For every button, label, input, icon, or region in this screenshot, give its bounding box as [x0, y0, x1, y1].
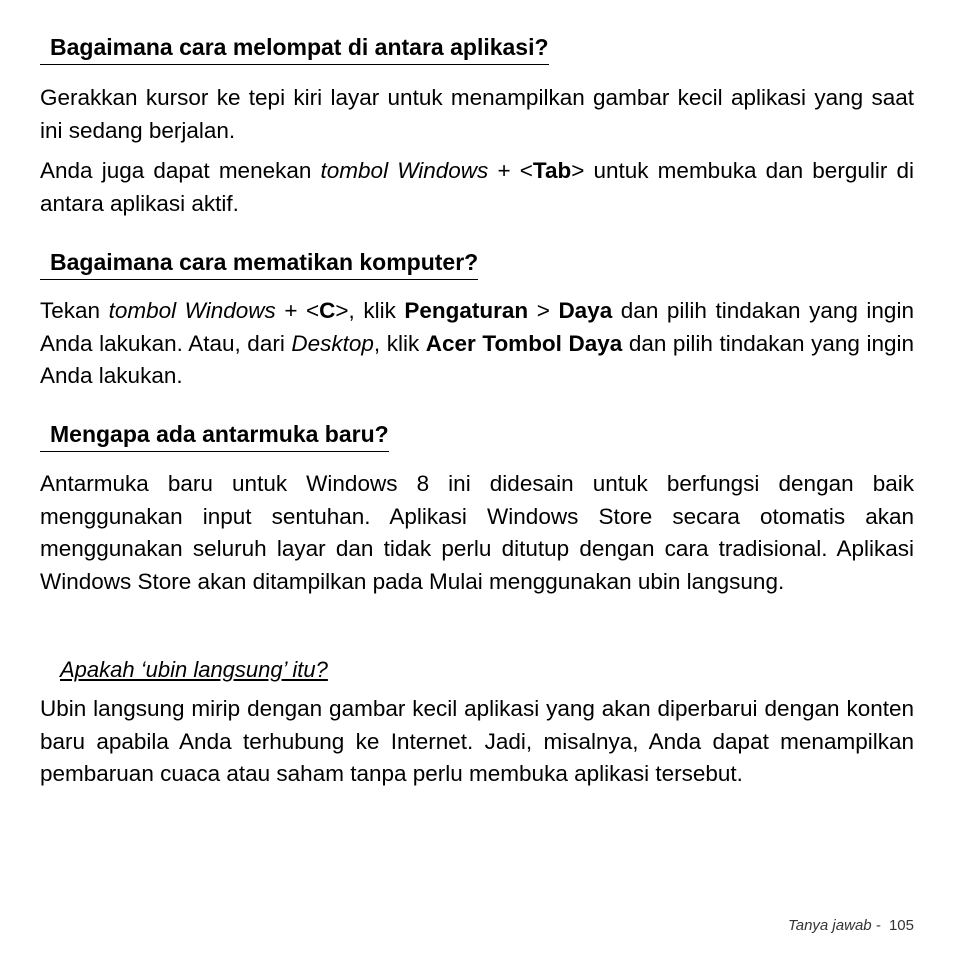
text-run: > — [528, 298, 559, 323]
text-italic: tombol Windows — [108, 298, 276, 323]
text-run: > untuk membuka dan bergulir di antara aplikasi aktif. — [40, 158, 914, 216]
text-run: Anda juga dapat menekan — [40, 158, 321, 183]
heading-new-interface: Mengapa ada antarmuka baru? — [40, 421, 389, 452]
subheading-live-tiles: Apakah ‘ubin langsung’ itu? — [60, 657, 328, 682]
text-run: Tekan — [40, 298, 109, 323]
paragraph-live-tiles: Ubin langsung mirip dengan gambar kecil aplikasi yang akan diperbarui dengan konten baru apabila Anda terhubung ke Internet. Jadi, misalnya, Anda dapat menampilkan pembaruan cuaca atau saham tanpa perlu membuka aplikasi tersebut. — [40, 696, 914, 786]
paragraph-switch-apps-1: Gerakkan kursor ke tepi kiri layar untuk menampilkan gambar kecil aplikasi yang saat ini sedang berjalan. — [40, 85, 914, 143]
heading-switch-apps: Bagaimana cara melompat di antara aplikasi? — [40, 34, 549, 65]
text-bold: Tab — [532, 158, 572, 183]
text-run: dan pilih tindakan yang ingin Anda lakukan. — [40, 330, 914, 388]
section-shutdown — [40, 249, 478, 280]
text-run: , klik — [373, 330, 426, 356]
text-run: + < — [275, 298, 320, 323]
text-bold: C — [319, 298, 336, 323]
text-italic: tombol Windows — [320, 158, 489, 183]
paragraph-new-interface: Antarmuka baru untuk Windows 8 ini didesain untuk berfungsi dengan baik menggunakan input sentuhan. Aplikasi Windows Store secara otomatis akan menggunakan seluruh layar dan tidak perlu ditutup dengan cara tradisional. Aplikasi Windows Store akan ditampilkan pada Mulai menggunakan ubin langsung. — [40, 471, 914, 594]
paragraph-switch-apps-2 — [40, 155, 914, 220]
text-bold: Pengaturan — [404, 298, 529, 323]
text-bold: Acer Tombol Daya — [425, 330, 623, 356]
text-run: dan pilih tindakan yang ingin Anda lakukan. Atau, dari — [40, 298, 914, 356]
page-footer — [788, 917, 914, 934]
text-run: + < — [488, 158, 533, 183]
page-number: 105 — [888, 917, 914, 934]
text-italic: Desktop — [291, 330, 374, 356]
text-run: >, klik — [335, 298, 405, 323]
text-bold: Daya — [558, 298, 613, 323]
footer-label: Tanya jawab - — [787, 917, 885, 934]
heading-shutdown: Bagaimana cara mematikan komputer? — [40, 249, 478, 280]
paragraph-shutdown — [40, 295, 914, 393]
section-new-interface — [40, 421, 389, 452]
section-switch-apps — [40, 34, 549, 65]
